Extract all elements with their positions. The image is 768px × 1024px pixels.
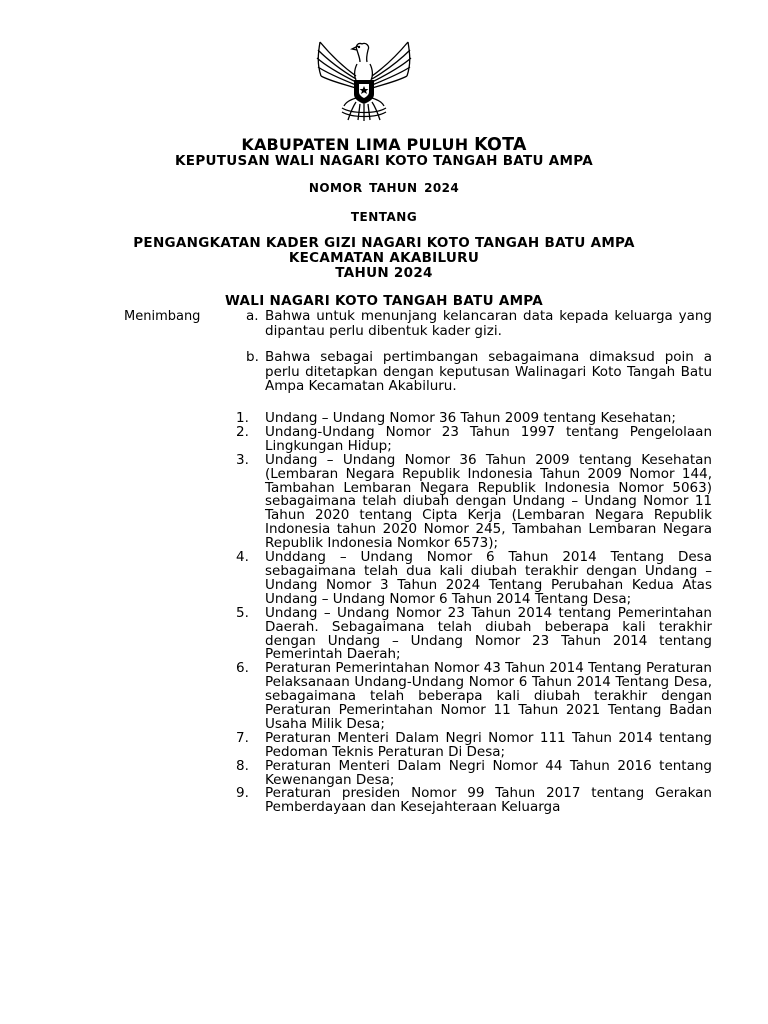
- list-item-text: Peraturan Menteri Dalam Negri Nomor 44 Tahun 2016 tentang Kewenangan Desa;: [265, 757, 712, 788]
- list-item-number: 6.: [236, 660, 249, 677]
- list-item: [236, 551, 712, 607]
- list-item-text: Unddang – Undang Nomor 6 Tahun 2014 Tentang Desa sebagaimana telah dua kali diubah terakhir dengan Undang – Undang Nomor 3 Tahun 2024 Tentang Perubahan Kedua Atas Undang – Undang Nomor 6 Tahun 2014 Tentang Desa;: [265, 549, 712, 607]
- list-item: [236, 757, 712, 788]
- consideration-b: [246, 350, 712, 394]
- list-item-number: 3.: [236, 451, 249, 468]
- consideration-b-text: Bahwa sebagai pertimbangan sebagaimana dimaksud poin a perlu ditetapkan dengan keputusan Walinagari Koto Tangah Batu Ampa Kecamatan Akabiluru.: [265, 349, 712, 395]
- tentang-heading: TENTANG: [350, 210, 418, 224]
- list-item-number: 4.: [236, 549, 249, 566]
- legal-references-list: [236, 412, 712, 815]
- list-item-text: Peraturan Pemerintahan Nomor 43 Tahun 2014 Tentang Peraturan Pelaksanaan Undang-Undang Nomor 6 Tahun 2014 Tentang Desa, sebagaimana telah beberapa kali diubah terakhir dengan Peraturan Pemerintahan Nomor 11 Tahun 2021 Tentang Badan Usaha Milik Desa;: [265, 660, 712, 732]
- subject-line-2: KECAMATAN AKABILURU: [288, 250, 480, 266]
- list-item-number: 5.: [236, 604, 249, 621]
- menimbang-label: Menimbang: [124, 309, 201, 324]
- decree-subject: [0, 236, 768, 281]
- list-item-text: Undang – Undang Nomor 36 Tahun 2009 tentang Kesehatan (Lembaran Negara Republik Indonesia Tahun 2009 Nomor 144, Tambahan Lembaran Negara Republik Indonesia Nomor 5063) sebagaimana telah diubah dengan Undang – Undang Nomor 11 Tahun 2020 tentang Cipta Kerja (Lembaran Negara Republik Indonesia tahun 2020 Nomor 245, Tambahan Lembaran Negara Republik Indonesia Nomkor 6573);: [265, 451, 712, 552]
- regency-title: [0, 135, 768, 155]
- subject-line-1: PENGANGKATAN KADER GIZI NAGARI KOTO TANGAH BATU AMPA: [133, 235, 635, 251]
- list-item-text: Undang – Undang Nomor 23 Tahun 2014 tentang Pemerintahan Daerah. Sebagaimana telah diubah beberapa kali terakhir dengan Undang – Undang Nomor 23 Tahun 2014 tentang Pemerintah Daerah;: [265, 604, 712, 663]
- consideration-a-text: Bahwa untuk menunjang kelancaran data kepada keluarga yang dipantau perlu dibentuk kader gizi.: [265, 308, 712, 339]
- list-item-number: 2.: [236, 423, 249, 440]
- list-item-number: 9.: [236, 785, 249, 802]
- list-item-number: 8.: [236, 757, 249, 774]
- consideration-b-letter: b.: [246, 349, 259, 365]
- regency-title-part2: KOTA: [474, 135, 527, 155]
- consideration-a-letter: a.: [246, 308, 259, 324]
- list-item: [236, 729, 712, 760]
- list-item-text: Peraturan Menteri Dalam Negri Nomor 111 Tahun 2014 tentang Pedoman Teknis Peraturan Di Desa;: [265, 729, 712, 760]
- list-item-number: 1.: [236, 410, 249, 426]
- list-item: [236, 451, 712, 552]
- list-item: [236, 787, 712, 815]
- list-item-text: Peraturan presiden Nomor 99 Tahun 2017 tentang Gerakan Pemberdayaan dan Kesejahteraan Keluarga: [265, 785, 712, 816]
- list-item-text: Undang-Undang Nomor 23 Tahun 1997 tentang Pengelolaan Lingkungan Hidup;: [265, 423, 712, 454]
- authority-heading: WALI NAGARI KOTO TANGAH BATU AMPA: [224, 293, 544, 309]
- garuda-pancasila-emblem-icon: [312, 36, 416, 124]
- list-item: [236, 423, 712, 454]
- list-item: [236, 604, 712, 663]
- decree-number: NOMOR TAHUN 2024: [308, 181, 460, 195]
- consideration-a: [246, 309, 712, 338]
- list-item-text: Undang – Undang Nomor 36 Tahun 2009 tentang Kesehatan;: [265, 410, 676, 426]
- list-item: [236, 662, 712, 732]
- regency-title-part1: KABUPATEN LIMA PULUH: [241, 135, 475, 154]
- list-item-number: 7.: [236, 729, 249, 746]
- subject-line-3: TAHUN 2024: [335, 265, 433, 281]
- decree-subtitle: KEPUTUSAN WALI NAGARI KOTO TANGAH BATU AMPA: [175, 153, 593, 169]
